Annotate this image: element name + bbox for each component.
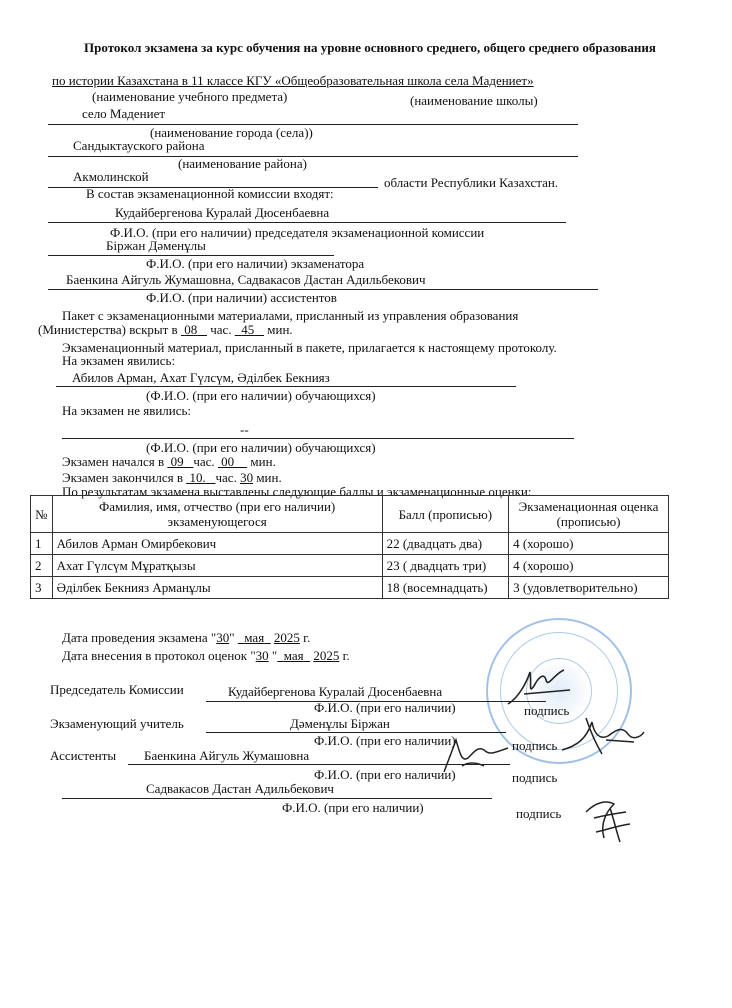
package-min: 45 bbox=[241, 322, 255, 337]
table-row bbox=[31, 577, 669, 599]
district-line bbox=[48, 156, 578, 157]
city-line bbox=[48, 124, 578, 125]
sign-chair-label: Председатель Комиссии bbox=[50, 682, 184, 697]
package-hour-label: час. bbox=[210, 322, 232, 337]
cell-number: 2 bbox=[31, 555, 53, 577]
table-row bbox=[31, 555, 669, 577]
label-city: (наименование города (села)) bbox=[150, 125, 313, 140]
assistant1-signature bbox=[438, 736, 512, 778]
cell-name: Ахат Гүлсүм Мұратқызы bbox=[52, 555, 382, 577]
package-line2-prefix: (Министерства) вскрыт в bbox=[38, 322, 178, 337]
sign-assist-name1: Баенкина Айгуль Жумашовна bbox=[144, 748, 310, 763]
present-label: На экзамен явились: bbox=[62, 353, 176, 368]
sign-examiner-podpis: подпись bbox=[512, 738, 558, 753]
sign-examiner-label: Экзаменующий учитель bbox=[50, 716, 184, 731]
assistant2-signature bbox=[580, 792, 636, 846]
package-line1: Пакет с экзаменационными материалами, присланный из управления образования bbox=[62, 308, 519, 323]
results-intro: По результатам экзамена выставлены следующие баллы и экзаменационные оценки: bbox=[62, 484, 532, 499]
absent-label: На экзамен не явились: bbox=[62, 403, 192, 418]
cell-score: 18 (восемнадцать) bbox=[382, 577, 509, 599]
sign-assist-name2: Садвакасов Дастан Адильбекович bbox=[146, 781, 334, 796]
sign-assist-podpis2: подпись bbox=[516, 806, 562, 821]
absent-value: -- bbox=[240, 422, 249, 437]
sign-chair-fio-label: Ф.И.О. (при его наличии) bbox=[314, 700, 456, 715]
package-hour: 08 bbox=[184, 322, 198, 337]
chair-name: Кудайбергенова Куралай Дюсенбаевна bbox=[115, 205, 330, 220]
sign-examiner-name: Дәменұлы Біржан bbox=[290, 716, 390, 731]
header-grade: Экзаменационная оценка (прописью) bbox=[509, 496, 669, 533]
exam-end: Экзамен закончился в 10. час. 30 мин. bbox=[62, 470, 282, 485]
label-school: (наименование школы) bbox=[410, 93, 538, 108]
package-min-label: мин. bbox=[267, 322, 293, 337]
chair-line bbox=[48, 222, 566, 223]
subject-school-value: по истории Казахстана в 11 классе КГУ «Общеобразовательная школа села Мадениет» bbox=[52, 73, 534, 88]
header-name: Фамилия, имя, отчество (при его наличии) экзаменующегося bbox=[52, 496, 382, 533]
label-assistants: Ф.И.О. (при наличии) ассистентов bbox=[146, 290, 337, 305]
package-line2 bbox=[38, 322, 293, 337]
region-value: Акмолинской bbox=[73, 169, 149, 184]
label-chair: Ф.И.О. (при его наличии) председателя экзаменационной комиссии bbox=[110, 225, 485, 240]
sign-assist-line2 bbox=[62, 798, 492, 799]
sign-examiner-fio-label: Ф.И.О. (при его наличии) bbox=[314, 733, 456, 748]
examiner-signature bbox=[556, 710, 646, 758]
assistants-names: Баенкина Айгуль Жумашовна, Садвакасов Дастан Адильбекович bbox=[66, 272, 426, 287]
cell-name: Әділбек Бекнияз Арманұлы bbox=[52, 577, 382, 599]
header-score: Балл (прописью) bbox=[382, 496, 509, 533]
sign-assist-fio-label2: Ф.И.О. (при его наличии) bbox=[282, 800, 424, 815]
entry-date: Дата внесения в протокол оценок "30 " мая 2025 г. bbox=[62, 648, 350, 663]
exam-start: Экзамен начался в 09 час. 00 мин. bbox=[62, 454, 276, 469]
district-value: Сандыктауского района bbox=[73, 138, 205, 153]
header-number: № bbox=[31, 496, 53, 533]
label-district: (наименование района) bbox=[178, 156, 307, 171]
cell-score: 22 (двадцать два) bbox=[382, 533, 509, 555]
cell-number: 1 bbox=[31, 533, 53, 555]
city-value: село Мадениет bbox=[82, 106, 166, 121]
sign-assist-fio-label1: Ф.И.О. (при его наличии) bbox=[314, 767, 456, 782]
cell-score: 23 ( двадцать три) bbox=[382, 555, 509, 577]
sign-chair-name: Кудайбергенова Куралай Дюсенбаевна bbox=[228, 684, 443, 699]
exam-date: Дата проведения экзамена "30" мая 2025 г. bbox=[62, 630, 311, 645]
cell-name: Абилов Арман Омирбекович bbox=[52, 533, 382, 555]
cell-grade: 3 (удовлетворительно) bbox=[509, 577, 669, 599]
sign-chair-podpis: подпись bbox=[524, 703, 570, 718]
commission-intro: В состав экзаменационной комиссии входят: bbox=[86, 186, 334, 201]
examiner-name: Біржан Дәменұлы bbox=[106, 238, 206, 253]
present-names: Абилов Арман, Ахат Гүлсүм, Әділбек Бекнияз bbox=[72, 370, 330, 385]
sign-assist-label: Ассистенты bbox=[50, 748, 117, 763]
label-students2: (Ф.И.О. (при его наличии) обучающихся) bbox=[146, 440, 376, 455]
region-suffix: области Республики Казахстан. bbox=[384, 175, 559, 190]
label-subject: (наименование учебного предмета) bbox=[92, 89, 288, 104]
cell-number: 3 bbox=[31, 577, 53, 599]
table-row bbox=[31, 533, 669, 555]
document-title: Протокол экзамена за курс обучения на уровне основного среднего, общего среднего образования bbox=[84, 40, 656, 55]
sign-assist-podpis1: подпись bbox=[512, 770, 558, 785]
cell-grade: 4 (хорошо) bbox=[509, 533, 669, 555]
table-header-row bbox=[31, 496, 669, 533]
absent-line bbox=[62, 438, 574, 439]
grades-table bbox=[30, 495, 669, 599]
material-line: Экзаменационный материал, присланный в пакете, прилагается к настоящему протоколу. bbox=[62, 340, 557, 355]
label-students: (Ф.И.О. (при его наличии) обучающихся) bbox=[146, 388, 376, 403]
label-examiner: Ф.И.О. (при его наличии) экзаменатора bbox=[146, 256, 365, 271]
present-line bbox=[56, 386, 516, 387]
chair-signature bbox=[504, 664, 574, 710]
cell-grade: 4 (хорошо) bbox=[509, 555, 669, 577]
